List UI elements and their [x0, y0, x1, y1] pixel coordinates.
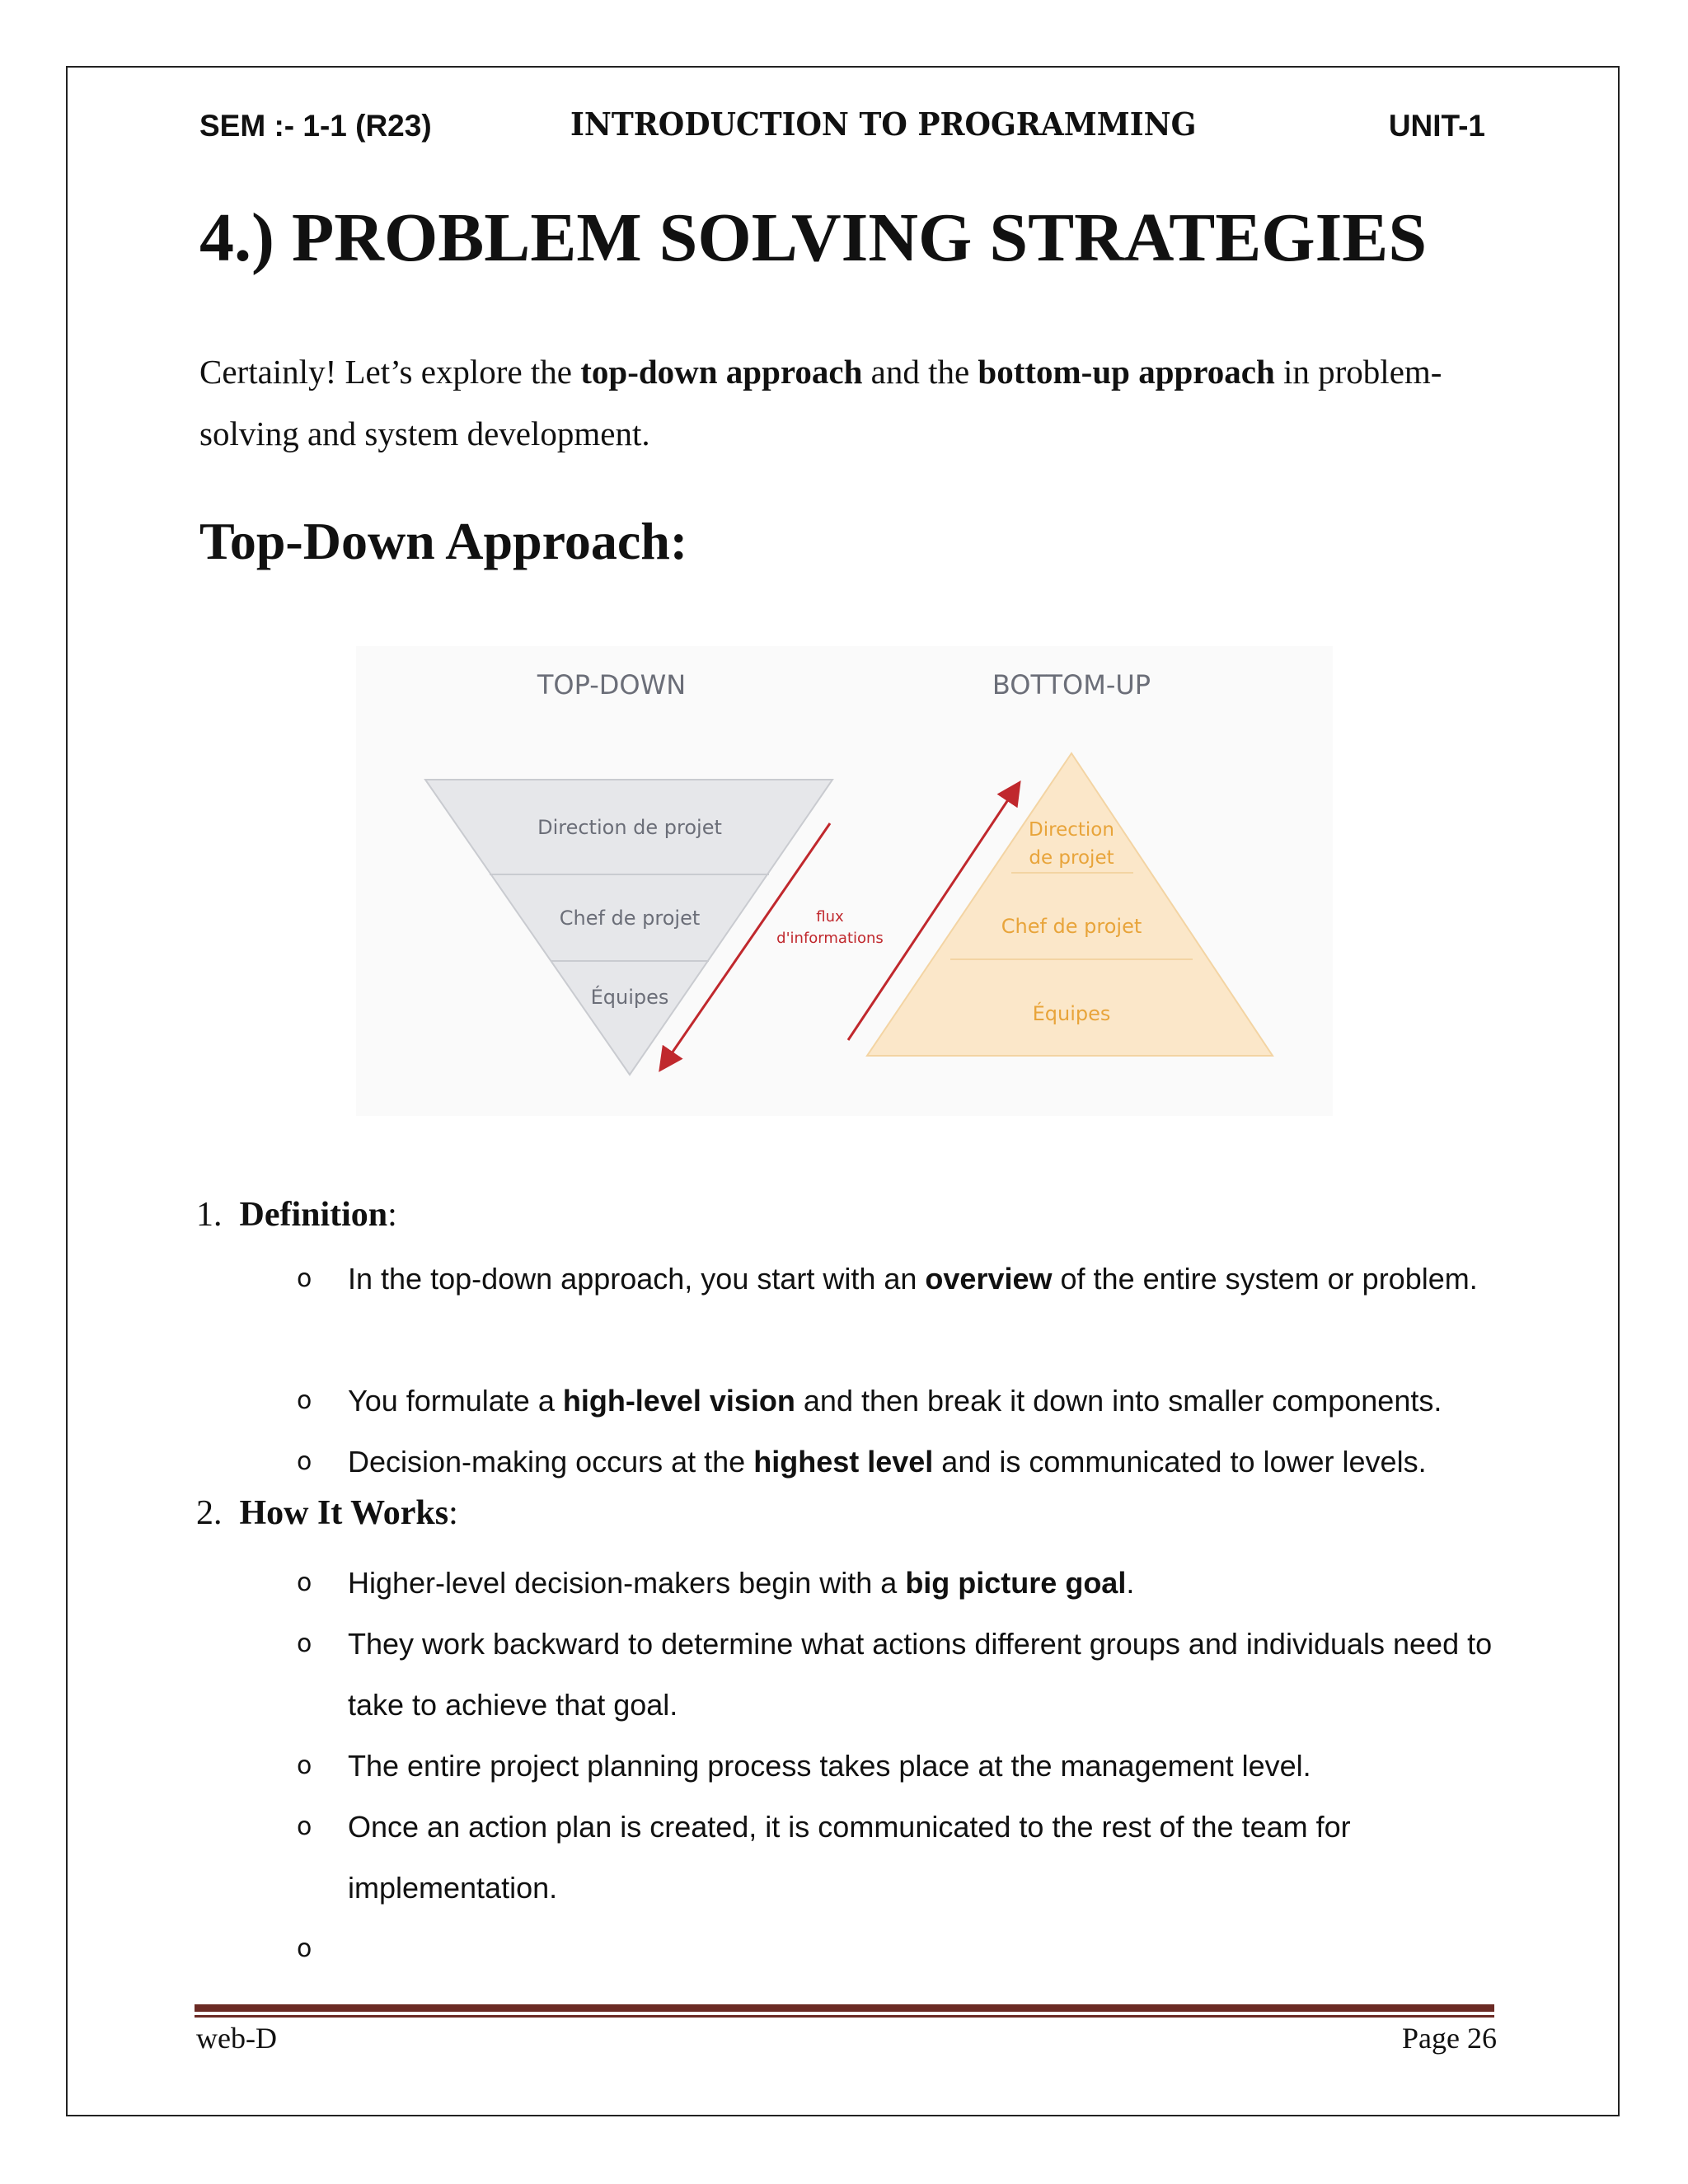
section-2-colon: :	[448, 1494, 458, 1532]
bullet-marker: o	[297, 1629, 312, 1658]
bullet-text: They work backward to determine what actions different groups and individuals need to take to achieve that goal.	[348, 1627, 1493, 1722]
bullet-marker: o	[297, 1934, 312, 1963]
td-level-2-label: Chef de projet	[559, 907, 701, 930]
section-2-number: 2.	[196, 1494, 223, 1532]
footer-rule-thick	[195, 2004, 1494, 2012]
header-semester: SEM :- 1-1 (R23)	[199, 109, 432, 143]
bullet-marker: o	[297, 1386, 312, 1415]
bullet-text-end: .	[1126, 1566, 1135, 1600]
bullet-bold: big picture goal	[905, 1566, 1127, 1600]
bullet-text: Higher-level decision-makers begin with a	[348, 1566, 906, 1600]
bullet-text-end: and is communicated to lower levels.	[933, 1445, 1427, 1479]
section-1-title: Definition	[239, 1196, 388, 1234]
page-number: Page 26	[1402, 2022, 1497, 2055]
bullet-text-end: and then break it down into smaller components.	[795, 1384, 1442, 1418]
section-1-colon: :	[387, 1196, 397, 1234]
list-item	[297, 1371, 1500, 1432]
bullet-marker: o	[297, 1812, 312, 1841]
td-level-1-label: Direction de projet	[537, 816, 722, 839]
bullet-marker: o	[297, 1447, 312, 1476]
section-1-heading	[196, 1195, 397, 1235]
bullet-marker: o	[297, 1568, 312, 1597]
bullet-text: You formulate a	[348, 1384, 563, 1418]
intro-bold-bottom-up: bottom-up approach	[978, 353, 1275, 391]
list-item	[297, 1736, 1500, 1797]
list-item	[297, 1553, 1500, 1614]
label-top-down: TOP-DOWN	[537, 669, 687, 701]
section-2-heading	[196, 1493, 458, 1533]
page-title: 4.) PROBLEM SOLVING STRATEGIES	[199, 199, 1428, 276]
label-bottom-up: BOTTOM-UP	[992, 669, 1151, 701]
bullet-text: The entire project planning process takes place at the management level.	[348, 1749, 1311, 1783]
list-item	[297, 1797, 1500, 1919]
intro-text-3: in problem-solving and system development.	[199, 353, 1442, 452]
bullet-marker: o	[297, 1264, 312, 1293]
bullet-marker: o	[297, 1751, 312, 1780]
section-heading: Top-Down Approach:	[199, 512, 688, 570]
section-2-title: How It Works	[239, 1494, 449, 1532]
list-item	[297, 1249, 1500, 1310]
td-level-3-label: Équipes	[590, 986, 669, 1009]
header-course-title: INTRODUCTION TO PROGRAMMING	[570, 105, 1197, 143]
bullet-bold: overview	[925, 1262, 1053, 1296]
footer-rule-thin	[195, 2015, 1494, 2018]
top-down-bottom-up-diagram	[356, 646, 1333, 1116]
intro-bold-top-down: top-down approach	[580, 353, 863, 391]
list-item	[297, 1432, 1500, 1493]
bullet-text-end: of the entire system or problem.	[1052, 1262, 1478, 1296]
intro-text-2: and the	[862, 353, 978, 391]
bullet-bold: high-level vision	[562, 1384, 795, 1418]
bu-level-2-label: Chef de projet	[1001, 915, 1142, 938]
bu-level-3-label: Équipes	[1032, 1002, 1111, 1025]
list-item	[297, 1614, 1500, 1736]
bullet-bold: highest level	[753, 1445, 934, 1479]
footer-left-text: web-D	[196, 2022, 277, 2055]
section-1-number: 1.	[196, 1196, 223, 1234]
intro-text-1: Certainly! Let’s explore the	[199, 353, 581, 391]
bullet-text: In the top-down approach, you start with an	[348, 1262, 926, 1296]
bullet-text: Decision-making occurs at the	[348, 1445, 754, 1479]
flux-label-line2: d'informations	[776, 930, 884, 947]
bu-level-1-label-line1: Direction	[1029, 819, 1114, 841]
bullet-text: Once an action plan is created, it is communicated to the rest of the team for implementation.	[348, 1810, 1351, 1905]
header-unit: UNIT-1	[1388, 109, 1485, 143]
intro-paragraph	[199, 341, 1502, 465]
bu-level-1-label-line2: de projet	[1029, 847, 1114, 869]
flux-label-line1: flux	[816, 908, 844, 926]
